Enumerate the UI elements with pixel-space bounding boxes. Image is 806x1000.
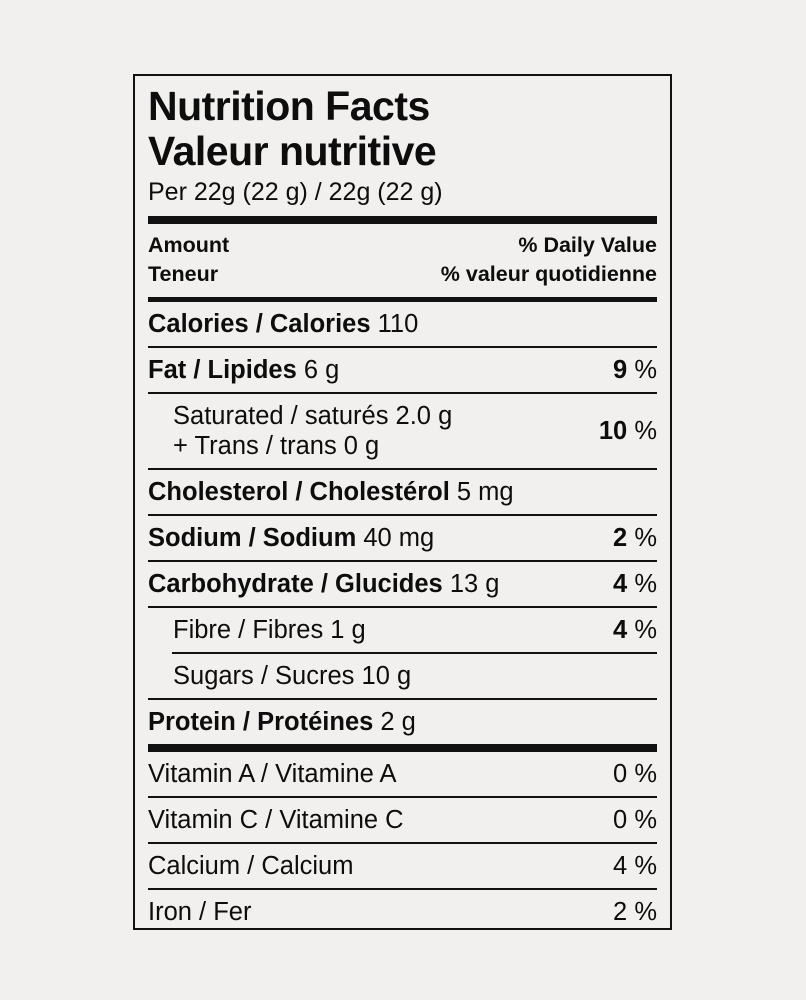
title-english: Nutrition Facts (148, 83, 430, 129)
nutrient-name: Cholesterol / Cholestérol 5 mg (148, 478, 514, 506)
nutrient-row (148, 302, 657, 346)
nutrient-name: Saturated / saturés 2.0 g + Trans / trans 0 g (173, 402, 453, 460)
column-header-english (148, 231, 657, 260)
nutrient-row (148, 470, 657, 514)
column-header-block (148, 224, 657, 297)
nutrient-row (148, 798, 657, 842)
column-header-french (148, 260, 657, 289)
daily-value-percent: 2 % (613, 898, 657, 926)
nutrient-row (148, 608, 657, 652)
nutrient-name: Iron / Fer (148, 898, 252, 926)
daily-value-header-fr: % valeur quotidienne (440, 262, 657, 286)
daily-value-percent: 9 % (613, 356, 657, 384)
nutrient-name: Fat / Lipides 6 g (148, 356, 340, 384)
nutrient-name: Carbohydrate / Glucides 13 g (148, 570, 500, 598)
nutrient-row (148, 752, 657, 796)
daily-value-percent: 4 % (613, 570, 657, 598)
title-french: Valeur nutritive (148, 128, 437, 174)
daily-value-percent: 4 % (613, 616, 657, 644)
daily-value-percent: 0 % (613, 760, 657, 788)
nutrient-name: Vitamin C / Vitamine C (148, 806, 404, 834)
nutrient-row (148, 654, 657, 698)
nutrient-rows (148, 302, 657, 930)
daily-value-percent: 0 % (613, 806, 657, 834)
nutrient-name: Vitamin A / Vitamine A (148, 760, 397, 788)
nutrient-row (148, 890, 657, 930)
nutrient-name: Sugars / Sucres 10 g (173, 662, 412, 690)
nutrient-row (148, 516, 657, 560)
nutrient-row (148, 844, 657, 888)
nutrient-row (148, 700, 657, 744)
nutrition-facts-label (133, 74, 672, 930)
amount-header-fr: Teneur (148, 262, 219, 286)
daily-value-percent: 4 % (613, 852, 657, 880)
nutrient-row (148, 562, 657, 606)
daily-value-header-en: % Daily Value (518, 233, 657, 257)
title-block (148, 76, 657, 207)
daily-value-percent: 2 % (613, 524, 657, 552)
divider-thick (148, 744, 657, 752)
amount-header-en: Amount (148, 233, 230, 257)
daily-value-percent: 10 % (598, 417, 657, 445)
serving-size-line: Per 22g (22 g) / 22g (22 g) (148, 178, 443, 206)
nutrient-name: Protein / Protéines 2 g (148, 708, 416, 736)
nutrient-name: Sodium / Sodium 40 mg (148, 524, 435, 552)
nutrient-name: Calories / Calories 110 (148, 310, 419, 338)
divider-thick-top (148, 216, 657, 224)
nutrient-name: Fibre / Fibres 1 g (173, 616, 366, 644)
nutrient-name: Calcium / Calcium (148, 852, 354, 880)
nutrient-row (148, 348, 657, 392)
nutrient-row (148, 394, 657, 468)
